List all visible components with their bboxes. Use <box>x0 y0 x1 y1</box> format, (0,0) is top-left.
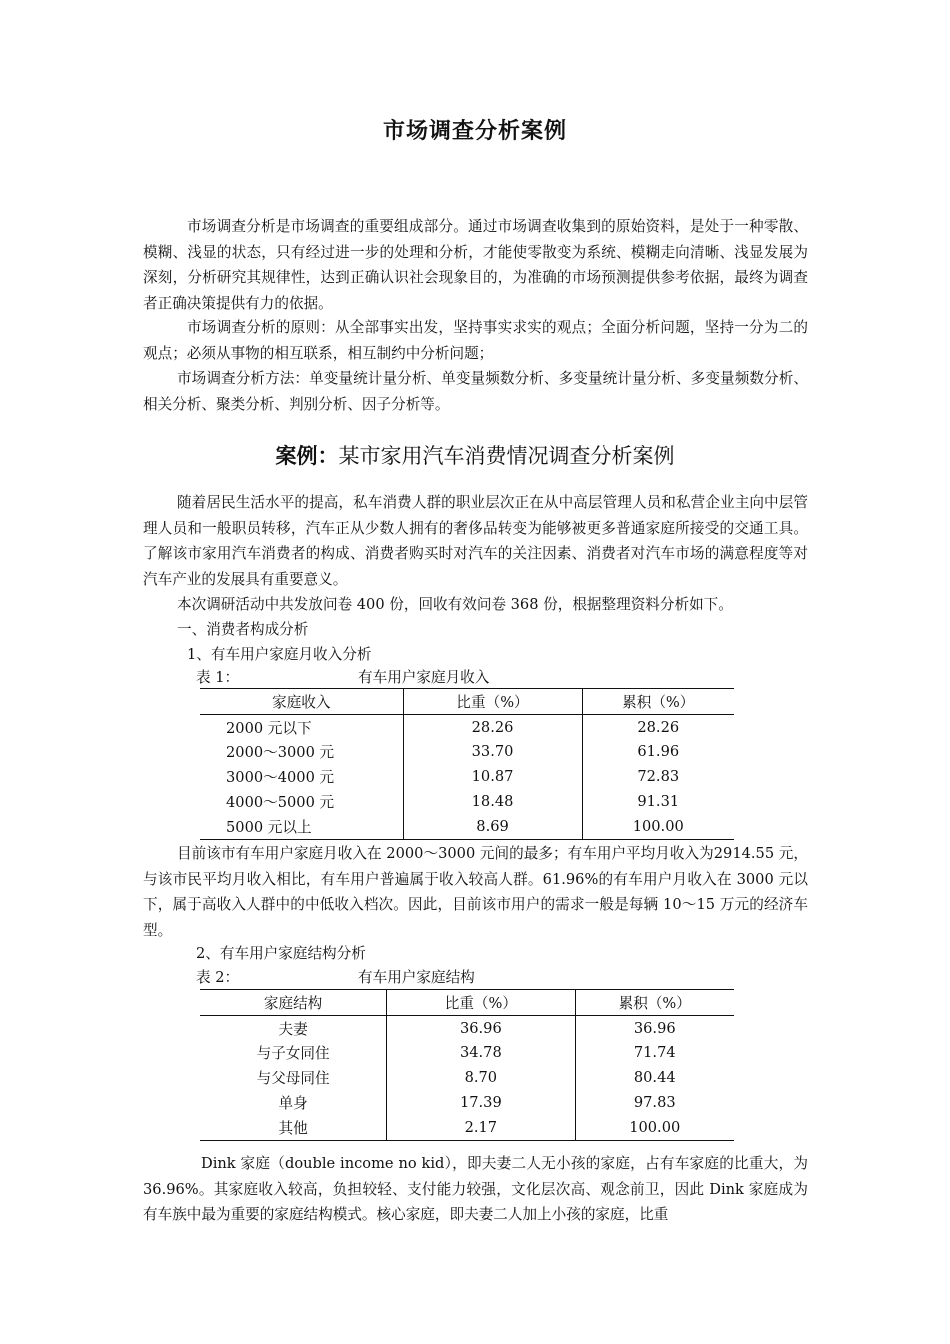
table-cell: 28.26 <box>403 714 582 739</box>
family-structure-table <box>200 989 734 1141</box>
table-header-cell: 家庭收入 <box>200 689 403 715</box>
table-row <box>200 1115 734 1140</box>
intro-paragraph-1: 市场调查分析是市场调查的重要组成部分。通过市场调查收集到的原始资料，是处于一种零散、模糊、浅显的状态，只有经过进一步的处理和分析，才能使零散变为系统、模糊走向清晰、浅显发展为深刻，分析研究其规律性，达到正确认识社会现象目的，为准确的市场预测提供参考依据，最终为调查者正确决策提供有力的依据。 <box>143 218 808 312</box>
table-header-cell: 累积（%） <box>575 990 734 1016</box>
table-cell: 100.00 <box>582 814 734 839</box>
table-cell: 2.17 <box>387 1115 575 1140</box>
table1-label: 表 1： <box>196 669 240 686</box>
table-header-row <box>200 990 734 1016</box>
income-analysis-paragraph: 目前该市有车用户家庭月收入在 2000～3000 元间的最多；有车用户平均月收入为2914.55 元，与该市民平均月收入相比，有车用户普遍属于收入较高人群。61.96%的有车用户月收入在 3000 元以下，属于高收入人群中的中低收入档次。因此，目前该市用户的需求一般是每辆 10～15 万元的经济车型。 <box>143 845 808 939</box>
table-cell: 28.26 <box>637 718 680 736</box>
table-header-cell: 累积（%） <box>582 689 734 715</box>
table-cell: 夫妻 <box>200 1015 387 1040</box>
table-row <box>200 1065 734 1090</box>
table2-label: 表 2： <box>196 969 240 986</box>
table-header-cell: 家庭结构 <box>200 990 387 1016</box>
case-paragraph-1: 随着居民生活水平的提高，私车消费人群的职业层次正在从中高层管理人员和私营企业主向中层管理人员和一般职员转移，汽车正从少数人拥有的奢侈品转变为能够被更多普通家庭所接受的交通工具。了解该市家用汽车消费者的构成、消费者购买时对汽车的关注因素、消费者对汽车市场的满意程度等对汽车产业的发展具有重要意义。 <box>143 494 808 588</box>
table-cell: 单身 <box>200 1090 387 1115</box>
table-header-row <box>200 689 734 715</box>
table-cell: 与子女同住 <box>200 1041 387 1066</box>
table-cell: 2000 元以下 <box>200 714 403 739</box>
table-row <box>200 1041 734 1066</box>
table-cell: 2000～3000 元 <box>200 740 403 765</box>
table-cell: 8.69 <box>403 814 582 839</box>
case-paragraph-2: 本次调研活动中共发放问卷 400 份，回收有效问卷 368 份，根据整理资料分析如下。 <box>177 596 733 613</box>
intro-paragraph-3: 市场调查分析方法：单变量统计量分析、单变量频数分析、多变量统计量分析、多变量频数分析、相关分析、聚类分析、判别分析、因子分析等。 <box>143 370 808 413</box>
table-header-cell: 比重（%） <box>387 990 575 1016</box>
table-row <box>200 814 734 839</box>
table-row <box>200 1090 734 1115</box>
table-cell: 10.87 <box>403 764 582 789</box>
table-cell: 5000 元以上 <box>200 814 403 839</box>
table-cell: 34.78 <box>387 1041 575 1066</box>
case-heading-label: 案例： <box>275 444 339 468</box>
case-heading-text: 某市家用汽车消费情况调查分析案例 <box>338 444 675 468</box>
table-cell: 33.70 <box>403 740 582 765</box>
table-cell: 91.31 <box>637 793 680 811</box>
table-row <box>200 740 734 765</box>
table1-caption: 有车用户家庭月收入 <box>358 669 490 686</box>
table-cell: 71.74 <box>633 1044 676 1062</box>
table-cell: 3000～4000 元 <box>200 764 403 789</box>
table-cell: 36.96 <box>633 1019 676 1037</box>
table-header-cell: 比重（%） <box>403 689 582 715</box>
table-cell: 100.00 <box>575 1115 734 1140</box>
table-cell: 8.70 <box>387 1065 575 1090</box>
table-row <box>200 714 734 739</box>
document-title: 市场调查分析案例 <box>382 119 567 144</box>
intro-paragraph-2: 市场调查分析的原则：从全部事实出发，坚持事实求实的观点；全面分析问题，坚持一分为二的观点；必须从事物的相互联系，相互制约中分析问题； <box>143 319 808 362</box>
income-table <box>200 688 734 840</box>
table2-caption: 有车用户家庭结构 <box>358 969 475 986</box>
table-cell: 18.48 <box>403 789 582 814</box>
table-cell: 其他 <box>200 1115 387 1140</box>
table-row <box>200 1015 734 1040</box>
subsection-heading-family-structure: 2、有车用户家庭结构分析 <box>196 945 366 962</box>
table-cell: 80.44 <box>633 1069 676 1087</box>
case-heading <box>0 440 950 470</box>
table-cell: 与父母同住 <box>200 1065 387 1090</box>
table-cell: 61.96 <box>637 743 680 761</box>
table-row <box>200 764 734 789</box>
family-structure-paragraph: Dink 家庭（double income no kid），即夫妻二人无小孩的家庭，占有车家庭的比重大，为 36.96%。其家庭收入较高，负担较轻、支付能力较强，文化层次高、观念前卫，因此 Dink 家庭成为有车族中最为重要的家庭结构模式。核心家庭，即夫妻二人加上小孩的家庭，比重 <box>143 1155 808 1223</box>
table-cell: 36.96 <box>387 1015 575 1040</box>
table-cell: 97.83 <box>633 1094 676 1112</box>
table-cell: 4000～5000 元 <box>200 789 403 814</box>
table-cell: 72.83 <box>637 768 680 786</box>
table-row <box>200 789 734 814</box>
section-heading-consumer-composition: 一、消费者构成分析 <box>177 621 309 638</box>
subsection-heading-income: 1、有车用户家庭月收入分析 <box>187 646 372 663</box>
table-cell: 17.39 <box>387 1090 575 1115</box>
